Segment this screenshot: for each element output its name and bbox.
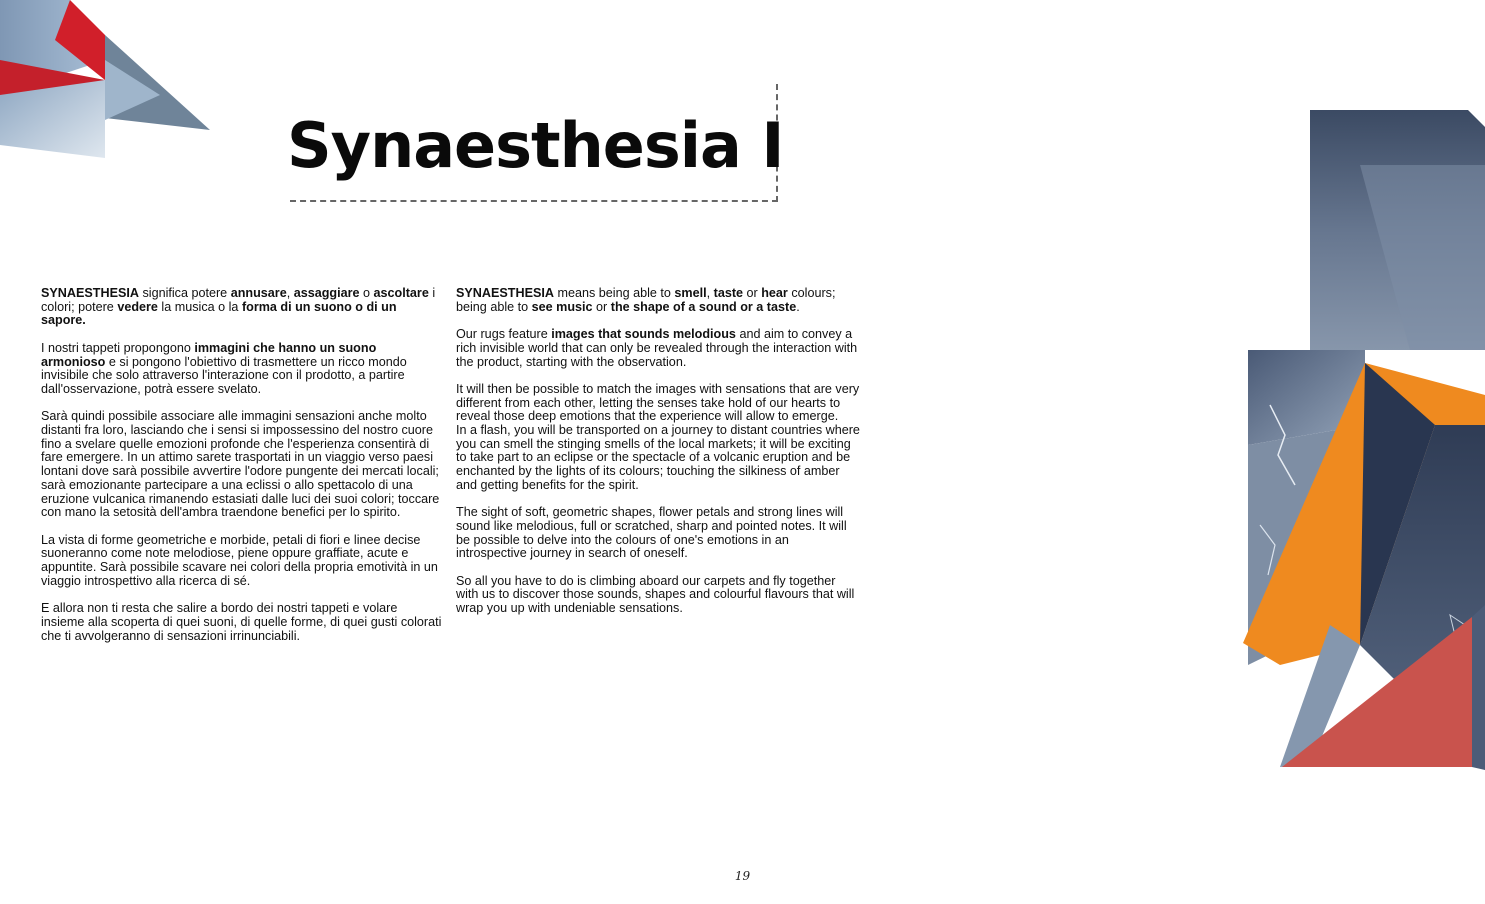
bold-text: assaggiare bbox=[293, 286, 360, 300]
text-run: , bbox=[706, 286, 714, 300]
text-run: E allora non ti resta che salire a bordo dei nostri tappeti e volare insieme alla scoperta di quei suoni, di quelle forme, di quei gusti colorati che ti avvolgeranno di sensazioni irrinunciabili. bbox=[41, 601, 442, 643]
bold-text: vedere bbox=[117, 299, 158, 314]
english-paragraph bbox=[456, 506, 860, 561]
italian-paragraph bbox=[41, 342, 443, 397]
bold-text: taste bbox=[713, 286, 744, 300]
text-run: means being able to bbox=[553, 286, 675, 300]
text-run: colours; being able to bbox=[456, 286, 836, 314]
bold-text: SYNAESTHESIA bbox=[456, 286, 554, 300]
text-run: In a flash, you will be transported on a journey to distant countries where you can smell the stinging smells of the local markets; it will be exciting to take part to an eclipse or the spectacle of a volcanic eruption and be enchanted by the lights of its colours; touching the silkiness of amber and getting benefits for the spirit. bbox=[456, 423, 860, 492]
english-text-column bbox=[456, 287, 860, 630]
bold-text: see music bbox=[531, 299, 593, 314]
text-run: So all you have to do is climbing aboard our carpets and fly together with us to discover those sounds, shapes and colourful flavours that will wrap you up with undeniable sensations. bbox=[456, 573, 855, 616]
page-number: 19 bbox=[734, 869, 751, 883]
bold-text: SYNAESTHESIA bbox=[41, 286, 139, 300]
italian-paragraph bbox=[41, 410, 443, 520]
italian-text-column bbox=[41, 287, 443, 657]
bold-text: forma di un suono o di un sapore. bbox=[41, 299, 397, 328]
english-paragraph bbox=[456, 328, 860, 369]
text-run: Our rugs feature bbox=[456, 327, 552, 342]
bold-text: annusare bbox=[230, 286, 287, 300]
text-run: I nostri tappeti propongono bbox=[41, 340, 195, 355]
english-paragraph bbox=[456, 287, 860, 314]
bold-text: the shape of a sound or a taste bbox=[610, 299, 797, 314]
italian-paragraph bbox=[41, 287, 443, 328]
text-run: It will then be possible to match the images with sensations that are very different from each other, letting the senses take hold of our hearts to reveal those deep emotions that the experience will allow to emerge. bbox=[456, 381, 860, 424]
bold-text: ascoltare bbox=[373, 286, 429, 300]
page-title: Synaesthesia I bbox=[287, 109, 784, 182]
bold-text: immagini che hanno un suono armonioso bbox=[41, 340, 377, 369]
text-run: significa potere bbox=[138, 286, 231, 300]
text-run: or bbox=[743, 286, 762, 300]
text-run: e si pongono l'obiettivo di trasmettere un ricco mondo invisibile che solo attraverso l'interazione con il prodotto, a partire dall'osservazione, potrà essere svelato. bbox=[41, 354, 407, 396]
decorative-collage-top-left bbox=[0, 0, 210, 160]
bold-text: images that sounds melodious bbox=[551, 327, 736, 342]
text-run: . bbox=[796, 299, 800, 314]
italian-paragraph bbox=[41, 602, 443, 643]
text-run: Sarà quindi possibile associare alle immagini sensazioni anche molto distanti fra loro, lasciando che i sensi si impossessino del nostro cuore fino a svelare quelle emozioni profonde che l'esperienza consentirà di fare emergere. In un attimo sarete trasportati in un viaggio verso paesi lontani dove sarà possibile avvertire l'odore pungente dei mercati locali; sarà emozionante partecipare a una eclissi o allo spettacolo di una eruzione vulcanica rimanendo estasiati dalle luci dei suoi colori; toccare con mano la setosità dell'ambra traendone benefici per lo spirito. bbox=[41, 409, 440, 520]
italian-paragraph bbox=[41, 534, 443, 589]
text-run: o bbox=[359, 286, 374, 300]
text-run: or bbox=[592, 299, 611, 314]
english-paragraph bbox=[456, 575, 860, 616]
english-paragraph bbox=[456, 383, 860, 493]
decorative-collage-right bbox=[1240, 105, 1485, 770]
text-run: i colori; potere bbox=[41, 286, 436, 314]
bold-text: hear bbox=[761, 286, 788, 300]
text-run: La vista di forme geometriche e morbide, petali di fiori e linee decise suoneranno come note melodiose, piene oppure graffiate, acute e appuntite. Sarà possibile scavare nei colori della propria emotività in un viaggio introspettivo alla ricerca di sé. bbox=[41, 532, 438, 588]
text-run: and aim to convey a rich invisible world that can only be revealed through the interaction with the product, starting with the observation. bbox=[456, 327, 858, 369]
text-run: la musica o la bbox=[157, 299, 242, 314]
text-run: , bbox=[286, 286, 294, 300]
bold-text: smell bbox=[674, 286, 707, 300]
text-run: The sight of soft, geometric shapes, flower petals and strong lines will sound like melodious, full or scratched, sharp and pointed notes. It will be possible to delve into the colours of one's emotions in an introspective journey in search of oneself. bbox=[456, 505, 847, 561]
